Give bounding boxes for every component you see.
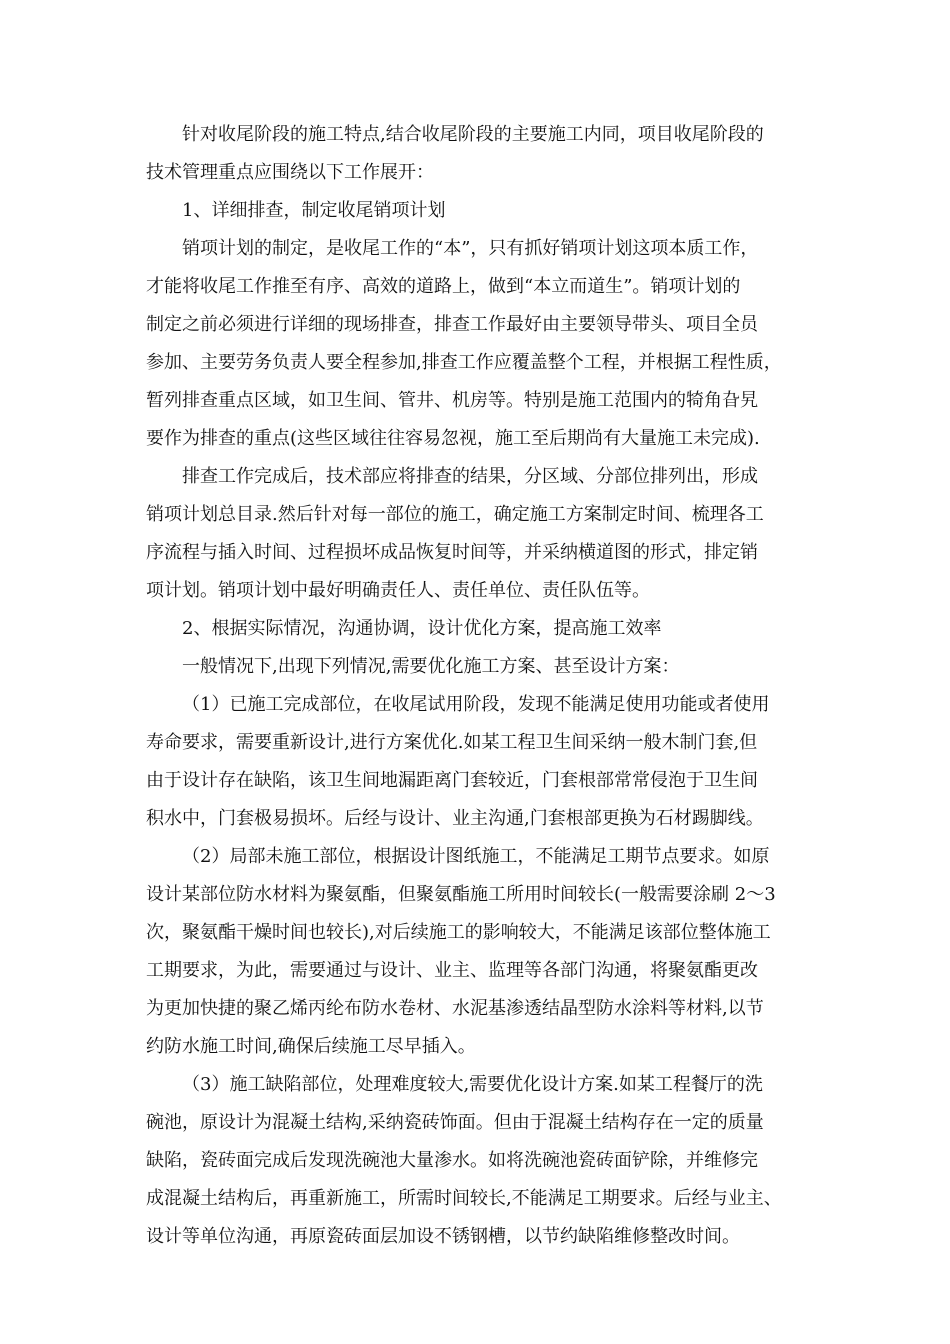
text-line: 制定之前必须进行详细的现场排查，排查工作最好由主要领导带头、项目全员 xyxy=(146,314,758,335)
section-heading: 2、根据实际情况，沟通协调，设计优化方案，提高施工效率 xyxy=(182,618,662,639)
text-line: 设计等单位沟通，再原瓷砖面层加设不锈钢槽，以节约缺陷维修整改时间。 xyxy=(146,1226,740,1247)
text-line: 寿命要求，需要重新设计,进行方案优化.如某工程卫生间采纳一般木制门套,但 xyxy=(146,732,758,753)
text-line: 缺陷，瓷砖面完成后发现洗碗池大量渗水。如将洗碗池瓷砖面铲除，并维修完 xyxy=(146,1150,758,1171)
text-line: 积水中，门套极易损坏。后经与设计、业主沟通,门套根部更换为石材踢脚线。 xyxy=(146,808,764,829)
text-line: 序流程与插入时间、过程损坏成品恢复时间等，并采纳横道图的形式，排定销 xyxy=(146,542,758,563)
text-line: 排查工作完成后，技术部应将排查的结果，分区域、分部位排列出，形成 xyxy=(182,466,758,487)
text-line: （2）局部未施工部位，根据设计图纸施工，不能满足工期节点要求。如原 xyxy=(182,846,770,867)
text-line: 由于设计存在缺陷，该卫生间地漏距离门套较近，门套根部常常侵泡于卫生间 xyxy=(146,770,758,791)
text-line: 要作为排查的重点(这些区域往往容易忽视，施工至后期尚有大量施工未完成). xyxy=(146,428,760,449)
text-line: 工期要求，为此，需要通过与设计、业主、监理等各部门沟通，将聚氨酯更改 xyxy=(146,960,758,981)
text-line: （1）已施工完成部位，在收尾试用阶段，发现不能满足使用功能或者使用 xyxy=(182,694,770,715)
text-line: 才能将收尾工作推至有序、高效的道路上，做到“本立而道生”。销项计划的 xyxy=(146,276,741,297)
text-line: 技术管理重点应围绕以下工作展开： xyxy=(146,162,434,183)
text-line: （3）施工缺陷部位，处理难度较大,需要优化设计方案.如某工程餐厅的洗 xyxy=(182,1074,763,1095)
text-line: 参加、主要劳务负责人要全程参加,排查工作应覆盖整个工程，并根据工程性质， xyxy=(146,352,782,373)
text-line: 针对收尾阶段的施工特点,结合收尾阶段的主要施工内同，项目收尾阶段的 xyxy=(182,124,764,145)
section-heading: 1、详细排查，制定收尾销项计划 xyxy=(182,200,446,221)
text-line: 销项计划总目录.然后针对每一部位的施工，确定施工方案制定时间、梳理各工 xyxy=(146,504,764,525)
text-line: 销项计划的制定，是收尾工作的“本”，只有抓好销项计划这项本质工作， xyxy=(182,238,759,259)
text-line: 碗池，原设计为混凝土结构,采纳瓷砖饰面。但由于混凝土结构存在一定的质量 xyxy=(146,1112,764,1133)
document-body xyxy=(146,116,814,1256)
text-line: 设计某部位防水材料为聚氨酯，但聚氨酯施工所用时间较长(一般需要涂刷 2～3 xyxy=(146,884,776,905)
text-line: 成混凝土结构后，再重新施工，所需时间较长,不能满足工期要求。后经与业主、 xyxy=(146,1188,782,1209)
text-line: 暂列排查重点区域，如卫生间、管井、机房等。特别是施工范围内的犄角旮旯 xyxy=(146,390,758,411)
text-line: 一般情况下,出现下列情况,需要优化施工方案、甚至设计方案： xyxy=(182,656,680,677)
text-line: 约防水施工时间,确保后续施工尽早插入。 xyxy=(146,1036,476,1057)
text-line: 为更加快捷的聚乙烯丙纶布防水卷材、水泥基渗透结晶型防水涂料等材料,以节 xyxy=(146,998,764,1019)
text-line: 次，聚氨酯干燥时间也较长),对后续施工的影响较大，不能满足该部位整体施工 xyxy=(146,922,771,943)
text-line: 项计划。销项计划中最好明确责任人、责任单位、责任队伍等。 xyxy=(146,580,650,601)
